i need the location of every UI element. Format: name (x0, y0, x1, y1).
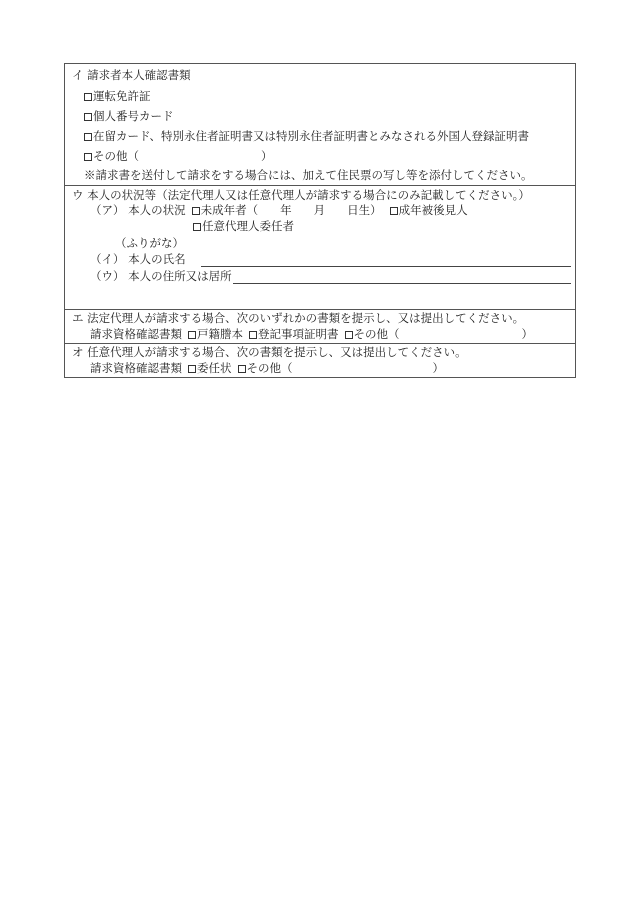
qualification-label: 請求資格確認書類 (90, 361, 182, 375)
legal-docs-row (90, 327, 533, 341)
status-row (90, 203, 468, 217)
family-register-label: 戸籍謄本 (197, 327, 243, 341)
close-paren: ） (521, 327, 533, 341)
month-label: 月 (313, 203, 326, 217)
checkbox[interactable] (84, 113, 92, 121)
status-label: （ア） 本人の状況 (90, 203, 186, 217)
close-paren: ） (261, 149, 273, 163)
furigana-label: （ふりがな） (115, 236, 184, 250)
checkbox[interactable] (84, 93, 92, 101)
checkbox-power-of-attorney[interactable] (188, 365, 196, 373)
checkbox-delegator[interactable] (193, 223, 201, 231)
delegator-row[interactable] (193, 219, 294, 233)
other-label: その他（ (246, 361, 293, 375)
checkbox-other[interactable] (345, 331, 353, 339)
request-form-table (64, 63, 576, 378)
registry-cert-label: 登記事項証明書 (258, 327, 339, 341)
power-of-attorney-label: 委任状 (197, 361, 232, 375)
voluntary-docs-row (90, 361, 444, 375)
minor-label: 未成年者（ (200, 203, 259, 217)
section-i-heading: イ 請求者本人確認書類 (72, 68, 191, 82)
year-label: 年 (280, 203, 292, 217)
option-label: その他（ (93, 149, 139, 163)
name-label: （イ） 本人の氏名 (90, 252, 186, 266)
name-field-line[interactable] (201, 266, 571, 267)
option-label: 個人番号カード (93, 109, 174, 123)
option-drivers-license[interactable] (84, 89, 151, 103)
qualification-label: 請求資格確認書類 (90, 327, 182, 341)
other-label: その他（ (353, 327, 400, 341)
option-label: 在留カード、特別永住者証明書又は特別永住者証明書とみなされる外国人登録証明書 (93, 129, 529, 143)
address-label: （ウ） 本人の住所又は居所 (90, 269, 232, 283)
section-voluntary-representative (65, 343, 575, 377)
checkbox-adult-guardian[interactable] (390, 207, 398, 215)
checkbox-other[interactable] (238, 365, 246, 373)
mail-note: ※請求書を送付して請求をする場合には、加えて住民票の写し等を添付してください。 (84, 168, 533, 182)
option-residence-card[interactable] (84, 129, 529, 143)
section-person-status (65, 185, 575, 309)
section-identity-documents (65, 64, 575, 185)
section-e-heading: エ 法定代理人が請求する場合、次のいずれかの書類を提示し、又は提出してください。 (72, 311, 525, 325)
section-u-heading: ウ 本人の状況等（法定代理人又は任意代理人が請求する場合にのみ記載してください。） (72, 188, 530, 202)
section-o-heading: オ 任意代理人が請求する場合、次の書類を提示し、又は提出してください。 (72, 345, 467, 359)
option-my-number-card[interactable] (84, 109, 174, 123)
section-legal-representative (65, 309, 575, 343)
adult-guardian-label: 成年被後見人 (398, 203, 468, 217)
option-other[interactable] (84, 149, 273, 163)
address-field-line[interactable] (233, 283, 571, 284)
delegator-label: 任意代理人委任者 (202, 219, 294, 233)
checkbox[interactable] (84, 133, 92, 141)
checkbox-minor[interactable] (192, 207, 200, 215)
birth-label: 日生） (347, 203, 382, 217)
checkbox[interactable] (84, 153, 92, 161)
checkbox-family-register[interactable] (188, 331, 196, 339)
close-paren: ） (432, 361, 444, 375)
option-label: 運転免許証 (93, 89, 151, 103)
checkbox-registry-cert[interactable] (249, 331, 257, 339)
